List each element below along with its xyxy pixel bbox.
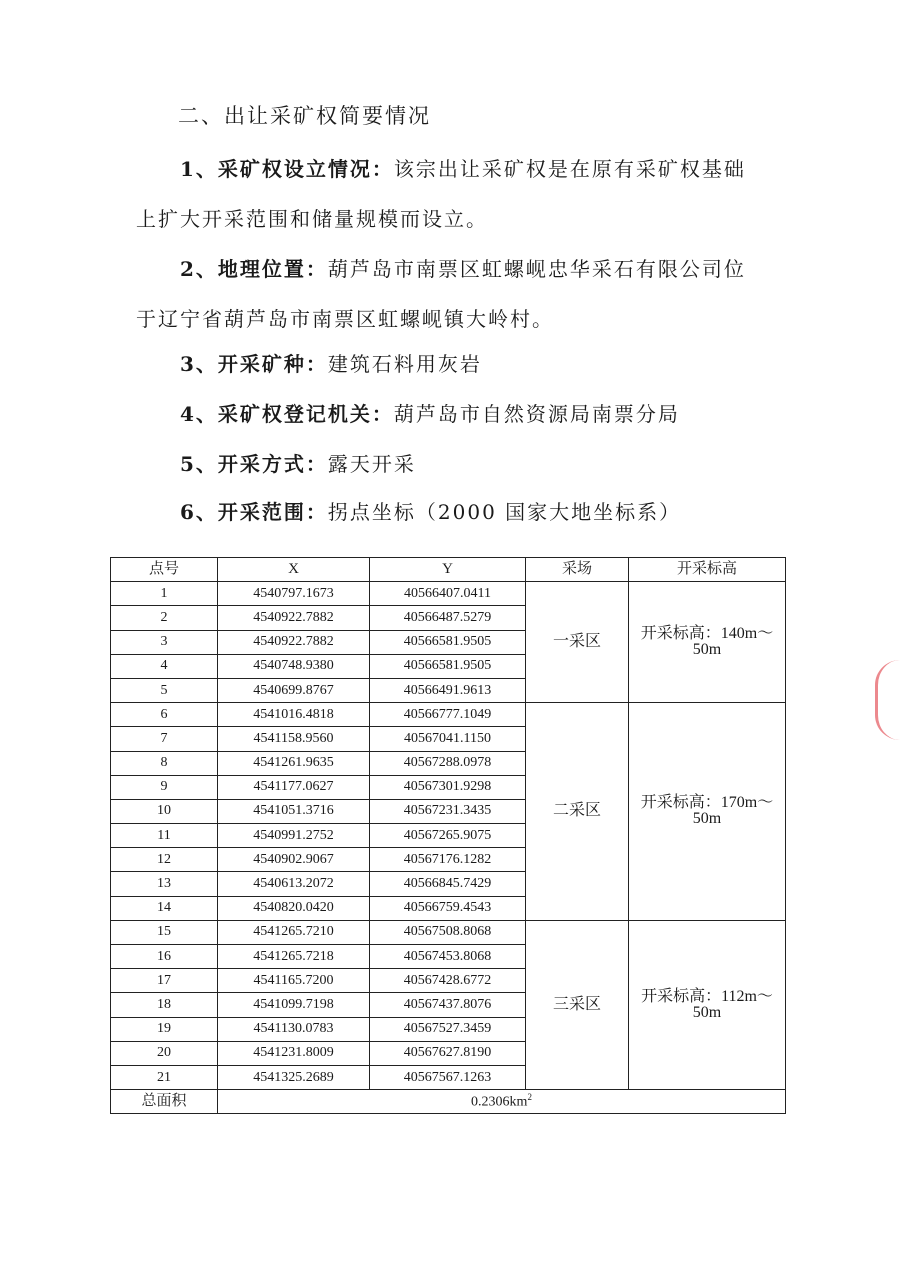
y-coordinate-cell: 40567527.3459 xyxy=(370,1017,526,1041)
x-coordinate-cell: 4541051.3716 xyxy=(218,799,370,823)
x-coordinate-cell: 4540922.7882 xyxy=(218,606,370,630)
item-1-label: 1、采矿权设立情况： xyxy=(180,157,394,181)
x-coordinate-cell: 4540748.9380 xyxy=(218,654,370,678)
y-coordinate-cell: 40566845.7429 xyxy=(370,872,526,896)
point-number-cell: 1 xyxy=(111,582,218,606)
y-coordinate-cell: 40566581.9505 xyxy=(370,654,526,678)
total-row xyxy=(111,1090,786,1114)
y-coordinate-cell: 40567428.6772 xyxy=(370,969,526,993)
zone-cell: 二采区 xyxy=(526,703,629,921)
point-number-cell: 16 xyxy=(111,945,218,969)
x-coordinate-cell: 4541325.2689 xyxy=(218,1065,370,1089)
table-header-row xyxy=(111,558,786,582)
elevation-cell: 开采标高：112m～50m xyxy=(629,920,786,1089)
y-coordinate-cell: 40567231.3435 xyxy=(370,799,526,823)
y-coordinate-cell: 40567453.8068 xyxy=(370,945,526,969)
point-number-cell: 19 xyxy=(111,1017,218,1041)
y-coordinate-cell: 40566407.0411 xyxy=(370,582,526,606)
item-4 xyxy=(180,398,680,427)
table-row xyxy=(111,582,786,606)
item-3-label: 3、开采矿种： xyxy=(180,352,328,376)
x-coordinate-cell: 4540613.2072 xyxy=(218,872,370,896)
point-number-cell: 13 xyxy=(111,872,218,896)
y-coordinate-cell: 40566491.9613 xyxy=(370,678,526,702)
header-zone: 采场 xyxy=(526,558,629,582)
y-coordinate-cell: 40566581.9505 xyxy=(370,630,526,654)
point-number-cell: 21 xyxy=(111,1065,218,1089)
total-area-label: 总面积 xyxy=(111,1090,218,1114)
y-coordinate-cell: 40567041.1150 xyxy=(370,727,526,751)
item-4-label: 4、采矿权登记机关： xyxy=(180,402,394,426)
item-2-label: 2、地理位置： xyxy=(180,257,328,281)
item-5 xyxy=(180,448,416,477)
point-number-cell: 10 xyxy=(111,799,218,823)
x-coordinate-cell: 4540820.0420 xyxy=(218,896,370,920)
point-number-cell: 5 xyxy=(111,678,218,702)
item-3-text: 建筑石料用灰岩 xyxy=(327,352,482,376)
point-number-cell: 18 xyxy=(111,993,218,1017)
x-coordinate-cell: 4541231.8009 xyxy=(218,1041,370,1065)
item-2-line-1 xyxy=(180,253,746,282)
red-seal-stamp-edge xyxy=(875,660,900,740)
zone-cell: 三采区 xyxy=(526,920,629,1089)
coordinates-table xyxy=(110,557,786,1114)
x-coordinate-cell: 4541130.0783 xyxy=(218,1017,370,1041)
x-coordinate-cell: 4541265.7218 xyxy=(218,945,370,969)
item-2-line-2: 于辽宁省葫芦岛市南票区虹螺岘镇大岭村。 xyxy=(136,307,554,331)
point-number-cell: 11 xyxy=(111,824,218,848)
point-number-cell: 12 xyxy=(111,848,218,872)
x-coordinate-cell: 4540902.9067 xyxy=(218,848,370,872)
section-title: 二、出让采矿权简要情况 xyxy=(178,104,431,128)
point-number-cell: 3 xyxy=(111,630,218,654)
item-1-text: 该宗出让采矿权是在原有采矿权基础 xyxy=(393,157,746,181)
y-coordinate-cell: 40567437.8076 xyxy=(370,993,526,1017)
x-coordinate-cell: 4541177.0627 xyxy=(218,775,370,799)
y-coordinate-cell: 40567288.0978 xyxy=(370,751,526,775)
header-elevation: 开采标高 xyxy=(629,558,786,582)
point-number-cell: 15 xyxy=(111,920,218,944)
x-coordinate-cell: 4540991.2752 xyxy=(218,824,370,848)
item-3 xyxy=(180,348,482,377)
zone-cell: 一采区 xyxy=(526,582,629,703)
item-5-text: 露天开采 xyxy=(327,452,416,476)
item-6-text: 拐点坐标（2000 国家大地坐标系） xyxy=(327,500,682,524)
header-point: 点号 xyxy=(111,558,218,582)
header-x: X xyxy=(218,558,370,582)
y-coordinate-cell: 40567265.9075 xyxy=(370,824,526,848)
x-coordinate-cell: 4540699.8767 xyxy=(218,678,370,702)
x-coordinate-cell: 4541265.7210 xyxy=(218,920,370,944)
x-coordinate-cell: 4541016.4818 xyxy=(218,703,370,727)
x-coordinate-cell: 4541165.7200 xyxy=(218,969,370,993)
point-number-cell: 14 xyxy=(111,896,218,920)
item-2-text: 葫芦岛市南票区虹螺岘忠华采石有限公司位 xyxy=(327,257,746,281)
y-coordinate-cell: 40567627.8190 xyxy=(370,1041,526,1065)
total-area-value xyxy=(218,1090,786,1114)
y-coordinate-cell: 40566487.5279 xyxy=(370,606,526,630)
item-5-label: 5、开采方式： xyxy=(180,452,328,476)
elevation-cell: 开采标高：140m～50m xyxy=(629,582,786,703)
y-coordinate-cell: 40567176.1282 xyxy=(370,848,526,872)
elevation-cell: 开采标高：170m～50m xyxy=(629,703,786,921)
point-number-cell: 9 xyxy=(111,775,218,799)
x-coordinate-cell: 4541261.9635 xyxy=(218,751,370,775)
x-coordinate-cell: 4540922.7882 xyxy=(218,630,370,654)
y-coordinate-cell: 40567301.9298 xyxy=(370,775,526,799)
point-number-cell: 2 xyxy=(111,606,218,630)
item-1-line-2: 上扩大开采范围和储量规模而设立。 xyxy=(136,207,488,231)
item-6 xyxy=(180,496,681,525)
point-number-cell: 7 xyxy=(111,727,218,751)
x-coordinate-cell: 4540797.1673 xyxy=(218,582,370,606)
header-y: Y xyxy=(370,558,526,582)
point-number-cell: 4 xyxy=(111,654,218,678)
y-coordinate-cell: 40567567.1263 xyxy=(370,1065,526,1089)
x-coordinate-cell: 4541099.7198 xyxy=(218,993,370,1017)
total-area-unit-sup: 2 xyxy=(527,1092,532,1103)
point-number-cell: 17 xyxy=(111,969,218,993)
y-coordinate-cell: 40566777.1049 xyxy=(370,703,526,727)
y-coordinate-cell: 40567508.8068 xyxy=(370,920,526,944)
point-number-cell: 8 xyxy=(111,751,218,775)
table-body xyxy=(111,582,786,1090)
point-number-cell: 6 xyxy=(111,703,218,727)
table-row xyxy=(111,920,786,944)
item-4-text: 葫芦岛市自然资源局南票分局 xyxy=(393,402,680,426)
y-coordinate-cell: 40566759.4543 xyxy=(370,896,526,920)
table-row xyxy=(111,703,786,727)
x-coordinate-cell: 4541158.9560 xyxy=(218,727,370,751)
total-area-number: 0.2306km xyxy=(471,1095,528,1111)
item-1-line-1 xyxy=(180,153,746,182)
point-number-cell: 20 xyxy=(111,1041,218,1065)
item-6-label: 6、开采范围： xyxy=(180,500,328,524)
